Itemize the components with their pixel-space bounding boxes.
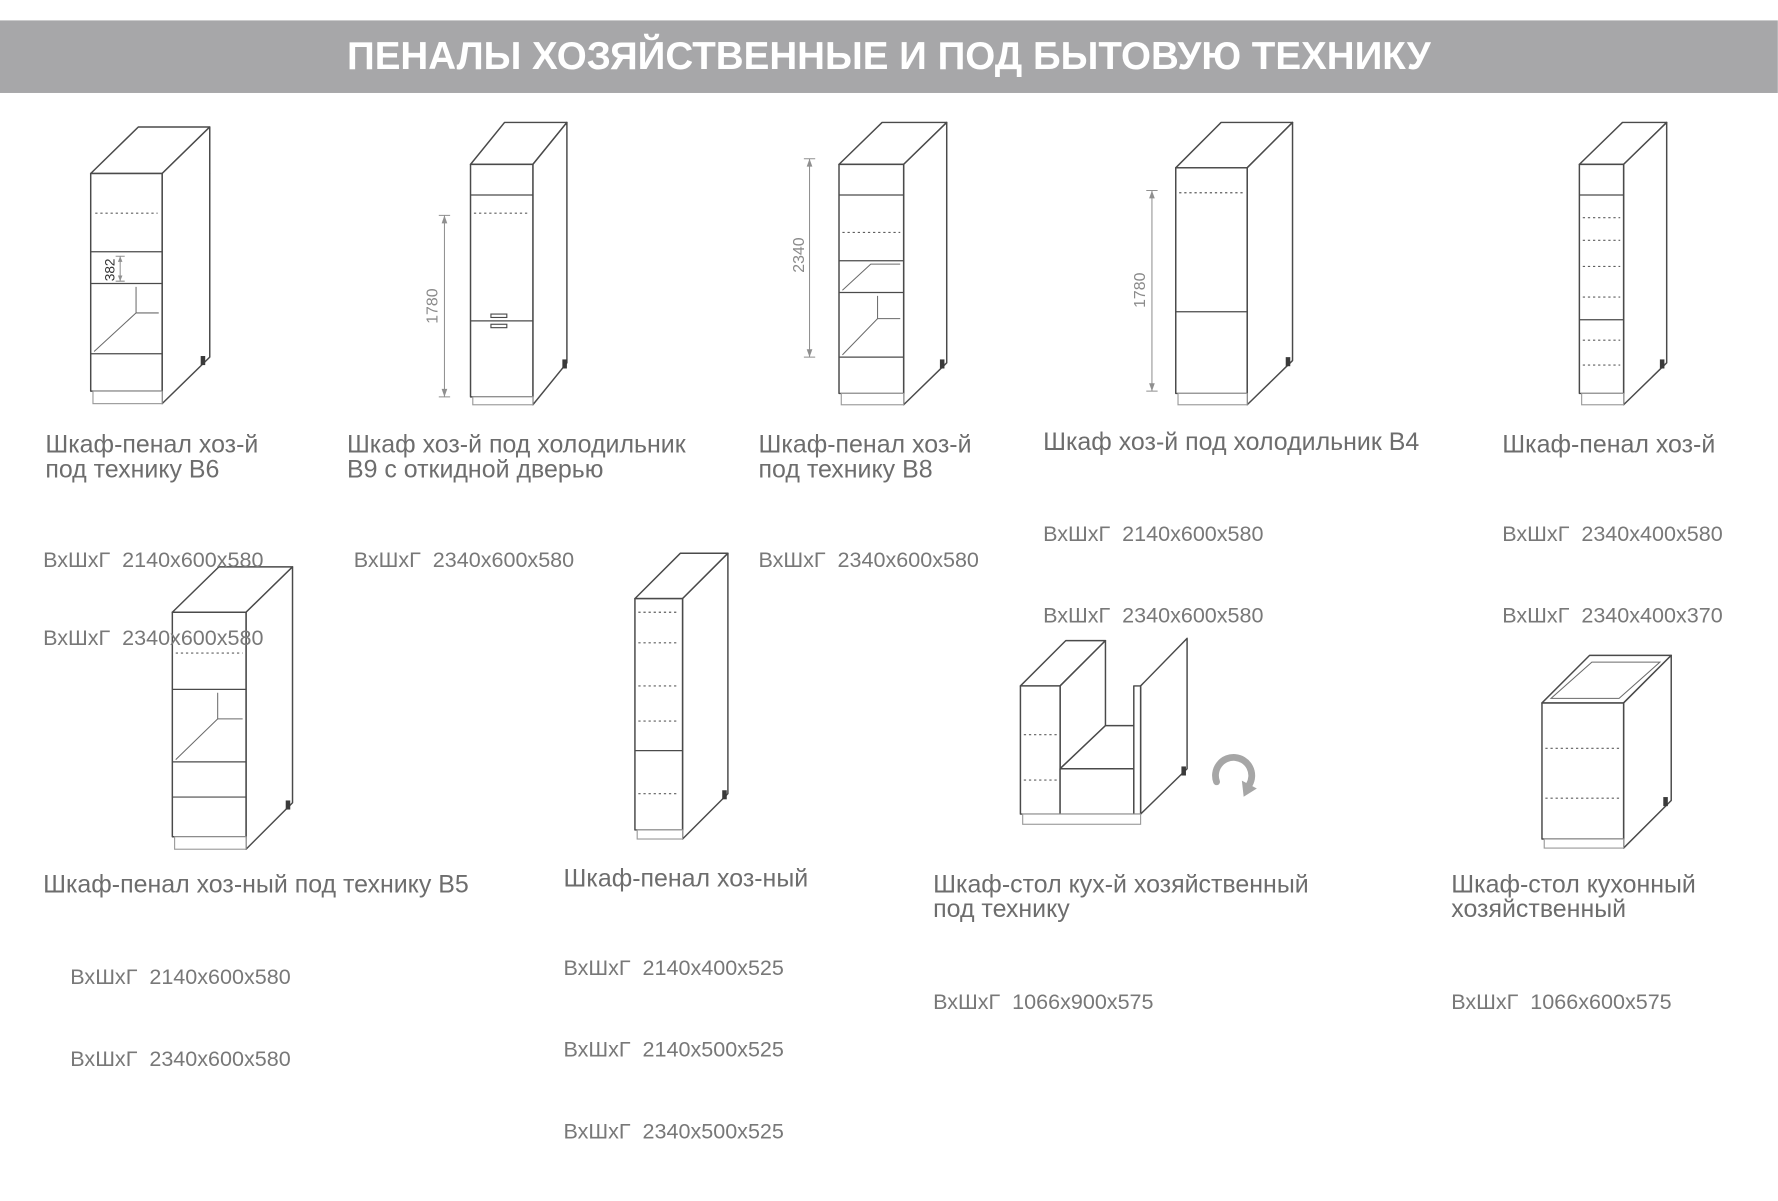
product-title-line: Шкаф-пенал хоз-й — [45, 429, 259, 459]
dimension-row: ВхШхГ 2340х400х580 — [1502, 522, 1723, 547]
dimension-row: ВхШхГ 2140х400х525 — [563, 956, 784, 981]
dimension-row: ВхШхГ 2340х500х525 — [563, 1120, 784, 1145]
product-title — [43, 869, 469, 898]
dimension-row: ВхШхГ 2340х600х580 — [70, 1047, 291, 1072]
product-title-line: В9 с откидной дверью — [346, 454, 604, 483]
dimension-row: ВхШхГ 1066х600х575 — [1451, 990, 1672, 1015]
product-dimensions — [1043, 467, 1263, 685]
product-dimensions — [43, 495, 263, 704]
dimension-row: ВхШхГ 2140х600х580 — [43, 548, 264, 573]
cabinet-drawing-pencil-narrow — [635, 553, 728, 839]
cabinet-drawing-v9-fridge — [425, 122, 567, 404]
rotate-icon — [1215, 757, 1256, 796]
product-title — [563, 863, 809, 893]
product-dimensions — [1451, 938, 1671, 1068]
product-dimensions — [563, 901, 783, 1200]
product-title-line: Шкаф-стол кухонный — [1451, 869, 1696, 898]
product-title — [758, 429, 972, 483]
product-title-line: Шкаф-пенал хоз-й — [1502, 429, 1716, 459]
dimension-row: ВхШхГ 2340х600х580 — [353, 548, 575, 573]
product-title — [1502, 429, 1716, 459]
product-dimensions — [70, 910, 290, 1128]
product-title-line: хозяйственный — [1451, 894, 1627, 923]
cabinet-drawing-pencil-400 — [1579, 122, 1666, 404]
dimension-label: 1780 — [424, 288, 442, 324]
dimension-row: ВхШхГ 1066х900х575 — [933, 990, 1154, 1015]
cabinet-drawing-v8 — [791, 122, 947, 404]
product-title — [45, 429, 259, 483]
product-title-line: Шкаф хоз-й под холодильник В4 — [1043, 427, 1420, 456]
product-title-line: под технику — [933, 894, 1070, 923]
cabinet-drawing-v6 — [91, 127, 210, 404]
dimension-row: ВхШхГ 2340х600х580 — [1043, 604, 1264, 629]
dimension-row: ВхШхГ 2340х600х580 — [758, 548, 979, 573]
product-title-line: Шкаф-пенал хоз-й — [758, 429, 972, 459]
dimension-row: ВхШхГ 2140х600х580 — [70, 965, 291, 990]
product-dimensions — [1502, 467, 1722, 685]
product-title — [346, 429, 686, 483]
product-title-line: под технику В6 — [45, 454, 220, 483]
product-title-line: Шкаф-пенал хоз-ный под технику В5 — [43, 869, 469, 898]
product-title-line: Шкаф-стол кух-й хозяйственный — [933, 869, 1309, 898]
dimension-label: 2340 — [790, 237, 808, 273]
product-dimensions — [933, 938, 1153, 1068]
product-title — [1451, 869, 1696, 923]
product-title-line: Шкаф-пенал хоз-ный — [563, 863, 809, 893]
dimension-label: 1780 — [1132, 272, 1150, 308]
dimension-row: ВхШхГ 2140х600х580 — [1043, 522, 1264, 547]
product-title-line: Шкаф хоз-й под холодильник — [346, 429, 686, 459]
product-title-line: под технику В8 — [758, 454, 933, 483]
product-dimensions — [759, 495, 979, 625]
dimension-row: ВхШхГ 2340х600х580 — [43, 626, 264, 651]
product-dimensions — [354, 495, 574, 625]
dimension-row: ВхШхГ 2140х500х525 — [563, 1038, 784, 1063]
dimension-label: 382 — [102, 258, 118, 282]
product-title — [933, 869, 1309, 923]
page-title: ПЕНАЛЫ ХОЗЯЙСТВЕННЫЕ И ПОД БЫТОВУЮ ТЕХНИКУ — [346, 35, 1431, 79]
product-title — [1043, 427, 1420, 456]
dimension-row: ВхШхГ 2340х400х370 — [1502, 604, 1723, 629]
cabinet-drawing-v4-fridge — [1132, 122, 1292, 404]
